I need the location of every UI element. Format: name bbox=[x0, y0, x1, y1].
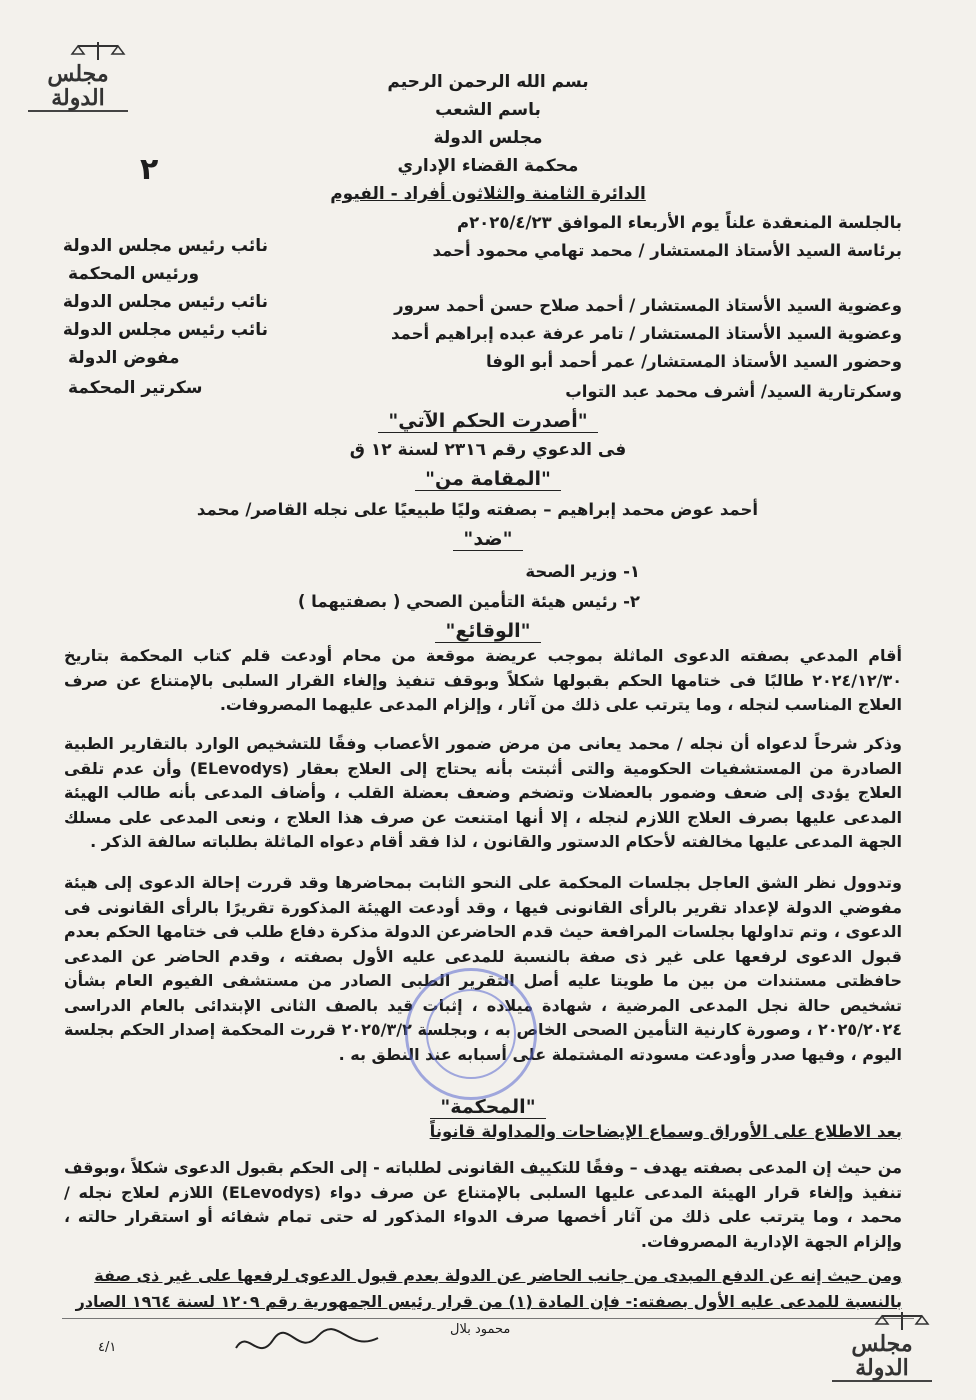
member-2: وعضوية السيد الأستاذ المستشار / تامر عرفة عبده إبراهيم أحمد bbox=[391, 324, 902, 343]
session-line: بالجلسة المنعقدة علناً يوم الأربعاء الموافق ٢٠٢٥/٤/٢٣م bbox=[457, 213, 902, 232]
logo-text: مجلس الدولة bbox=[28, 62, 128, 112]
role-3: نائب رئيس مجلس الدولة bbox=[62, 292, 268, 312]
defendant-2: ٢- رئيس هيئة التأمين الصحي ( بصفتيهما ) bbox=[297, 592, 640, 611]
court-intro-text: بعد الاطلاع على الأوراق وسماع الإيضاحات والمداولة قانوناً bbox=[429, 1122, 902, 1141]
footer-rule bbox=[62, 1318, 914, 1319]
against-title bbox=[0, 528, 976, 550]
council-name: مجلس الدولة bbox=[433, 128, 543, 148]
facts-title-text: "الوقائع" bbox=[435, 620, 540, 643]
role-6: سكرتير المحكمة bbox=[68, 378, 203, 398]
role-2: ورئيس المحكمة bbox=[68, 264, 200, 284]
member-1: وعضوية السيد الأستاذ المستشار / أحمد صلاح حسن أحمد سرور bbox=[394, 296, 902, 315]
signer-name: محمود بلال bbox=[450, 1322, 511, 1337]
scales-of-justice-icon bbox=[872, 1310, 932, 1332]
case-line: فى الدعوي رقم ٢٣١٦ لسنة ١٢ ق bbox=[349, 440, 627, 460]
issued-title-text: "أصدرت الحكم الآتي" bbox=[378, 410, 597, 433]
defendant-1: ١- وزير الصحة bbox=[525, 562, 640, 581]
facts-paragraph-3: وتدوول نظر الشق العاجل بجلسات المحكمة على النحو الثابت بمحاضرها وقد قررت إحالة الدعوى إلى هيئة مفوضي الدولة لإعداد تقرير بالرأى القانونى فيها ، وقد أودعت الهيئة المذكورة تقريرًا بالرأى القانونى فى الدعوى ، وتم تداولها بجلسات المرافعة حيث قدم الحاضرعن الدولة مذكرة دفاع طلب فى ختامها الحكم بعدم قبول الدعوى لرفعها على غير ذى صفة بالنسبة للمدعى عليه الأول بصفته ، وقدم الحاضر عن المدعى حافظتى مستندات من بين ما طويتا عليه أصل التقرير الطبى الصادر من مستشفى الفيوم العام بشأن تشخيص حالة نجل المدعى المرضية ، شهادة ميلاده ، إثبات قيد بالصف الثانى الإبتدائى بالعام الدراسى ٢٠٢٥/٢٠٢٤ ، وصورة كارنية التأمين الصحى الخاص به ، وبجلسة ٢٠٢٥/٣/٢ قررت المحكمة إصدار الحكم بجلسة اليوم ، وفيها صدر وأودعت مسودته المشتملة على أسبابه عند النطق به . bbox=[64, 873, 903, 1064]
court-paragraph-2b-text: بالنسبة للمدعى عليه الأول بصفته:- فإن المادة (١) من قرار رئيس الجمهورية رقم ١٢٠٩ لسنة ١٩٦٤ الصادر bbox=[75, 1292, 902, 1311]
role-4: نائب رئيس مجلس الدولة bbox=[62, 320, 268, 340]
role-1: نائب رئيس مجلس الدولة bbox=[62, 236, 268, 256]
court-title-text: "المحكمة" bbox=[430, 1096, 545, 1119]
page-number: ٤/١ bbox=[98, 1340, 117, 1355]
plaintiff-line: أحمد عوض محمد إبراهيم – بصفته وليًا طبيعيًا على نجله القاصر/ محمد bbox=[196, 500, 758, 519]
plaintiff-title bbox=[0, 468, 976, 490]
member-4: وسكرتارية السيد/ أشرف محمد عبد التواب bbox=[565, 382, 902, 401]
footer-logo bbox=[832, 1310, 932, 1381]
circuit-label: الدائرة الثامنة والثلاثون أفراد - الفيوم bbox=[330, 184, 646, 204]
basmala: بسم الله الرحمن الرحيم bbox=[387, 72, 589, 92]
court-paragraph-1: من حيث إن المدعى بصفته يهدف – وفقًا للتكييف القانونى لطلباته - إلى الحكم بقبول الدعوى شكلاً ،وبوقف تنفيذ وإلغاء قرار الهيئة المدعى عليها السلبى بالإمتناع عن صرف دواء (ELevodys) اللازم لعلاج نجله / محمد ، وما يترتب على ذلك من آثار أخصها صرف الدواء المذكور له حتى تمام شفائه أو استقرار حالته ، وإلزام الجهة الإدارية المصروفات. bbox=[63, 1158, 902, 1251]
official-stamp bbox=[405, 968, 537, 1100]
court-name: محكمة القضاء الإداري bbox=[397, 156, 579, 176]
court-paragraph-2a: ومن حيث إنه عن الدفع المبدى من جانب الحاضر عن الدولة بعدم قبول الدعوى لرفعها على غير ذى صفة bbox=[94, 1266, 902, 1285]
court-title bbox=[0, 1096, 976, 1118]
member-3: وحضور السيد الأستاذ المستشار/ عمر أحمد أبو الوفا bbox=[485, 352, 902, 371]
signature-icon bbox=[228, 1318, 388, 1368]
court-intro bbox=[430, 1122, 902, 1141]
footer-logo-text: مجلس الدولة bbox=[832, 1332, 932, 1382]
presided-line: برئاسة السيد الأستاذ المستشار / محمد تهامي محمود أحمد bbox=[432, 241, 902, 260]
facts-title bbox=[0, 620, 976, 642]
facts-paragraph-2: وذكر شرحاً لدعواه أن نجله / محمد يعانى من مرض ضمور الأعصاب وفقًا للتشخيص الوارد بالتقارير الطبية الصادرة من المستشفيات الحكومية والتى أثبتت بأنه يحتاج إلى العلاج بعقار (ELevodys) وأن عدم تلقى العلاج يؤدى إلى ضعف وضمور بالعضلات وتضخم وضعف بعضلة القلب ، وأضاف المدعى بأنه طالب الهيئة المدعى عليها بصرف العلاج اللازم لنجله ، إلا أنها امتنعت عن صرف هذا العلاج ، ونعى المدعى على مسلك الجهة المدعى عليها مخالفته لأحكام الدستور والقانون ، لذا فقد أقام دعواه الماثلة بطلباته سالفة الذكر . bbox=[64, 734, 903, 851]
circuit-name bbox=[0, 184, 976, 204]
against-title-text: "ضد" bbox=[453, 528, 522, 551]
role-5: مفوض الدولة bbox=[68, 348, 180, 368]
plaintiff-title-text: "المقامة من" bbox=[415, 468, 561, 491]
issued-title bbox=[0, 410, 976, 432]
facts-paragraph-1: أقام المدعي بصفته الدعوى الماثلة بموجب عريضة موقعة من محام أودعت قلم كتاب المحكمة بتاريخ ٢٠٢٤/١٢/٣٠ طالبًا فى ختامها الحكم بقبولها شكلاً وبوقف تنفيذ وإلغاء القرار السلبى بالإمتناع عن صرف العلاج المناسب لنجله ، وما يترتب على ذلك من آثار ، وإلزام المدعى عليهما المصروفات. bbox=[64, 646, 902, 714]
scales-of-justice-icon bbox=[68, 40, 128, 62]
margin-mark: ٢ bbox=[140, 152, 159, 187]
in-name-of-people: باسم الشعب bbox=[435, 100, 541, 120]
court-paragraph-2b bbox=[64, 1290, 902, 1315]
